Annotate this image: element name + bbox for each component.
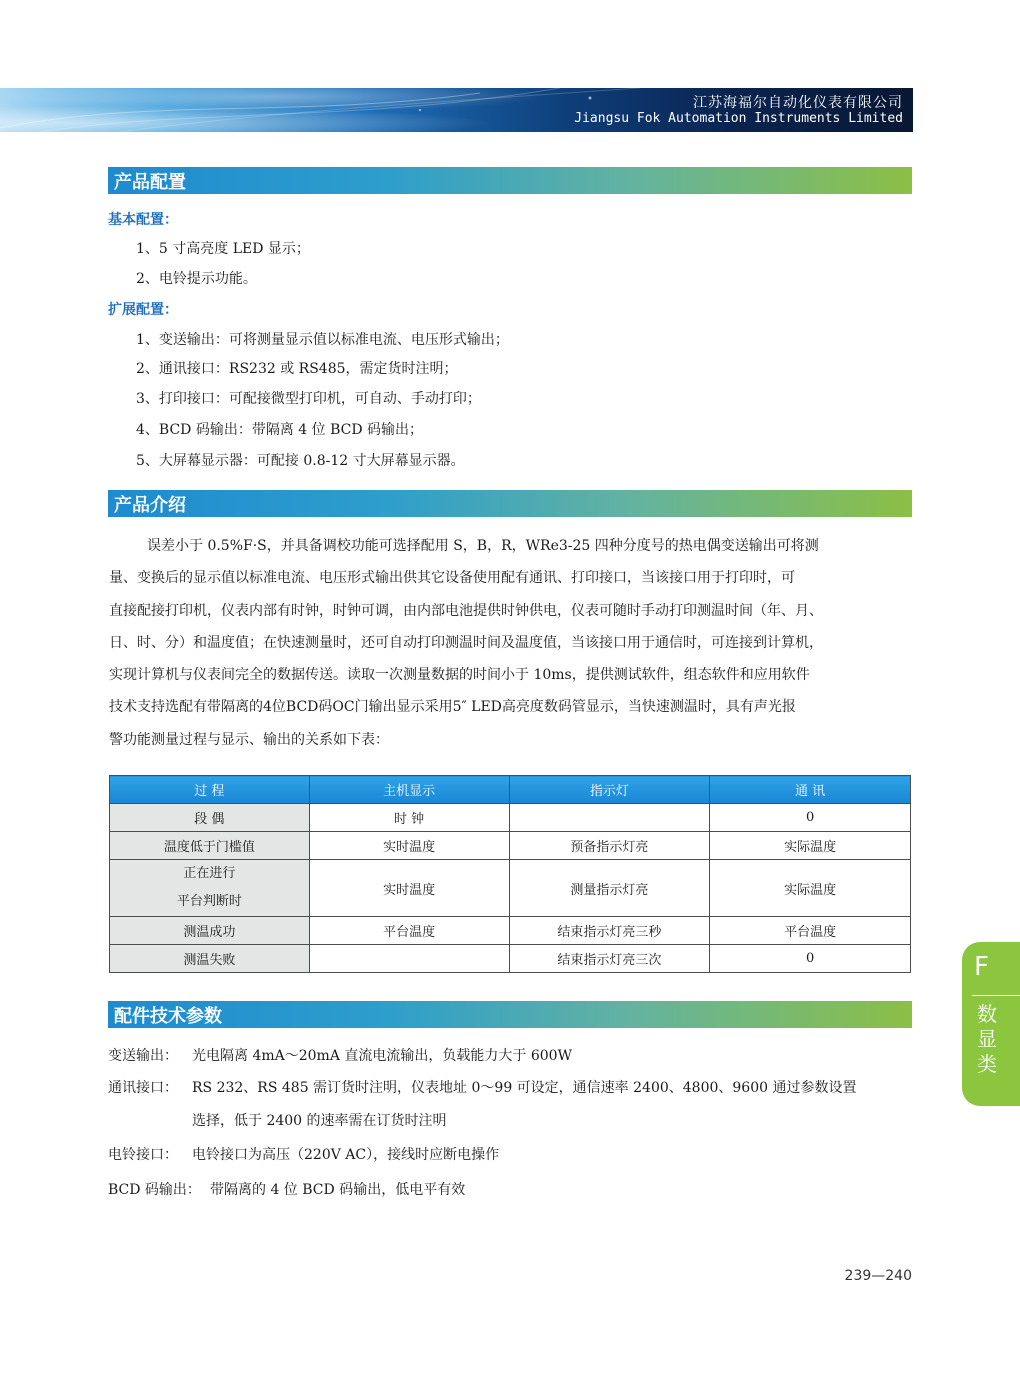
- table-cell: 温度低于门槛值: [110, 832, 310, 860]
- table-cell-line: 平台判断时: [176, 894, 242, 909]
- header-banner: [0, 88, 913, 132]
- intro-line: 技术支持选配有带隔离的4位BCD码OC门输出显示采用5″ LED高亮度数码管显示，当快速测温时，具有声光报: [109, 699, 796, 716]
- table-cell: 结束指示灯亮三秒: [509, 917, 710, 945]
- basic-config-item: 2、电铃提示功能。: [136, 271, 257, 287]
- table-cell: 预备指示灯亮: [509, 832, 710, 860]
- table-cell: 平台温度: [710, 917, 911, 945]
- category-divider: [972, 995, 1020, 996]
- table-cell: 段 偶: [110, 804, 310, 832]
- ext-config-item: 5、大屏幕显示器：可配接 0.8-12 寸大屏幕显示器。: [136, 453, 465, 469]
- table-row: [110, 804, 911, 832]
- table-cell: 实际温度: [710, 860, 911, 917]
- accessory-text: 电铃接口为高压（220V AC），接线时应断电操作: [192, 1147, 500, 1163]
- table-header-row: [110, 776, 911, 804]
- section-config-header: [108, 167, 912, 194]
- intro-line: 警功能测量过程与显示、输出的关系如下表：: [109, 731, 389, 748]
- accessory-text: 带隔离的 4 位 BCD 码输出，低电平有效: [210, 1182, 466, 1198]
- table-cell: 实际温度: [710, 832, 911, 860]
- table-cell: 平台温度: [309, 917, 509, 945]
- ext-config-item: 2、通讯接口：RS232 或 RS485，需定货时注明；: [136, 361, 458, 377]
- table-cell: [309, 945, 509, 973]
- section-config-title: 产品配置: [114, 172, 186, 193]
- accessory-text: RS 232、RS 485 需订货时注明，仪表地址 0～99 可设定，通信速率 2400、4800、9600 通过参数设置: [192, 1080, 857, 1096]
- table-cell-line: 正在进行: [183, 866, 236, 881]
- category-letter: F: [974, 952, 989, 982]
- accessory-label: BCD 码输出：: [108, 1182, 201, 1198]
- intro-line: 误差小于 0.5%F·S，并具备调校功能可选择配用 S，B，R，WRe3-25 四种分度号的热电偶变送输出可将测: [147, 538, 819, 554]
- section-accessories-header: [108, 1001, 912, 1028]
- table-header-cell: 指示灯: [509, 776, 710, 804]
- category-side-tab[interactable]: [962, 942, 1020, 1106]
- company-name-en: Jiangsu Fok Automation Instruments Limited: [574, 111, 903, 126]
- table-cell: [509, 804, 710, 832]
- page-number: 239—240: [844, 1268, 912, 1284]
- ext-config-item: 4、BCD 码输出：带隔离 4 位 BCD 码输出；: [136, 422, 424, 438]
- table-cell: 测温成功: [110, 917, 310, 945]
- intro-line: 直接配接打印机，仪表内部有时钟，时钟可调，由内部电池提供时钟供电，仪表可随时手动打印测温时间（年、月、: [109, 602, 823, 619]
- section-accessories-title: 配件技术参数: [114, 1006, 222, 1027]
- company-name-cn: 江苏海福尔自动化仪表有限公司: [693, 95, 903, 111]
- section-intro-header: [108, 490, 912, 517]
- table-cell: 测温失败: [110, 945, 310, 973]
- intro-line: 量、变换后的显示值以标准电流、电压形式输出供其它设备使用配有通讯、打印接口，当该接口用于打印时，可: [109, 570, 795, 587]
- table-row: [110, 860, 911, 917]
- intro-paragraph: [109, 530, 912, 756]
- table-row: [110, 945, 911, 973]
- table-cell: 0: [710, 804, 911, 832]
- table-cell: 时 钟: [309, 804, 509, 832]
- table-header-cell: 通 讯: [710, 776, 911, 804]
- table-cell: 实时温度: [309, 832, 509, 860]
- ext-config-heading: 扩展配置：: [108, 302, 178, 318]
- table-cell: [110, 860, 310, 917]
- table-header-cell: 主机显示: [309, 776, 509, 804]
- basic-config-heading: 基本配置：: [108, 212, 178, 228]
- accessory-label: 电铃接口：: [108, 1147, 178, 1163]
- table-header-cell: 过 程: [110, 776, 310, 804]
- accessory-text: 选择，低于 2400 的速率需在订货时注明: [192, 1113, 447, 1129]
- table-cell: 结束指示灯亮三次: [509, 945, 710, 973]
- category-label: 数显类: [977, 1002, 997, 1076]
- basic-config-item: 1、5 寸高亮度 LED 显示；: [136, 241, 310, 257]
- accessory-label: 变送输出：: [108, 1048, 178, 1064]
- ext-config-item: 3、打印接口：可配接微型打印机，可自动、手动打印；: [136, 391, 481, 407]
- intro-line: 实现计算机与仪表间完全的数据传送。读取一次测量数据的时间小于 10ms，提供测试软件，组态软件和应用软件: [109, 667, 810, 684]
- table-cell: 实时温度: [309, 860, 509, 917]
- accessory-text: 光电隔离 4mA～20mA 直流电流输出，负载能力大于 600W: [192, 1048, 572, 1064]
- section-intro-title: 产品介绍: [114, 495, 186, 516]
- process-table: [109, 775, 911, 973]
- table-row: [110, 917, 911, 945]
- accessory-label: 通讯接口：: [108, 1080, 178, 1096]
- table-row: [110, 832, 911, 860]
- table-cell: 0: [710, 945, 911, 973]
- intro-line: 日、时、分）和温度值；在快速测量时，还可自动打印测温时间及温度值，当该接口用于通信时，可连接到计算机，: [109, 634, 823, 651]
- table-cell: 测量指示灯亮: [509, 860, 710, 917]
- ext-config-item: 1、变送输出：可将测量显示值以标准电流、电压形式输出；: [136, 332, 509, 348]
